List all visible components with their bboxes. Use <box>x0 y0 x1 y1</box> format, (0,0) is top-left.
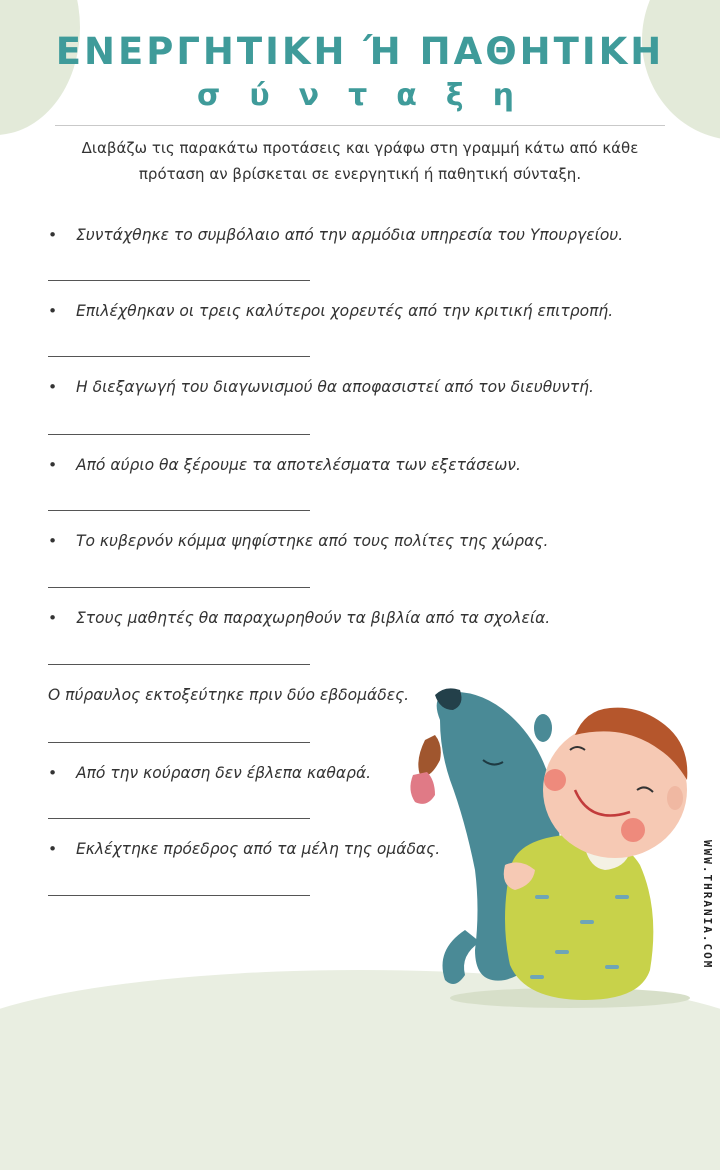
title-divider <box>55 125 665 126</box>
dog-ear <box>418 735 440 776</box>
dog-tail <box>443 930 481 984</box>
instructions-line: Διαβάζω τις παρακάτω προτάσεις και γράφω στη γραμμή κάτω από κάθε <box>81 139 639 157</box>
dog-tongue <box>410 772 435 804</box>
website-label: WWW.THRANIA.COM <box>701 840 714 970</box>
answer-line[interactable] <box>48 742 310 743</box>
exercise-sentence <box>48 532 668 550</box>
page-subtitle: σύνταξη <box>197 78 543 113</box>
dog-paw <box>534 714 552 742</box>
boy-cheek-left <box>544 769 566 791</box>
answer-line[interactable] <box>48 434 310 435</box>
sentence-text: Η διεξαγωγή του διαγωνισμού θα αποφασιστεί από τον διευθυντή. <box>76 378 594 396</box>
answer-line[interactable] <box>48 356 310 357</box>
exercise-sentence <box>48 609 668 627</box>
answer-line[interactable] <box>48 510 310 511</box>
bullet: • <box>48 378 58 396</box>
bullet: • <box>48 302 58 320</box>
sentence-text: Στους μαθητές θα παραχωρηθούν τα βιβλία από τα σχολεία. <box>76 609 551 627</box>
answer-line[interactable] <box>48 587 310 588</box>
answer-line[interactable] <box>48 818 310 819</box>
sentence-text: Συντάχθηκε το συμβόλαιο από την αρμόδια υπηρεσία του Υπουργείου. <box>76 226 624 244</box>
instructions-line: πρόταση αν βρίσκεται σε ενεργητική ή παθητική σύνταξη. <box>138 165 582 183</box>
bullet: • <box>48 840 58 858</box>
exercise-sentence <box>48 302 668 320</box>
sentence-text: Επιλέχθηκαν οι τρεις καλύτεροι χορευτές από την κριτική επιτροπή. <box>76 302 614 320</box>
sentence-text: Εκλέχτηκε πρόεδρος από τα μέλη της ομάδας. <box>76 840 441 858</box>
bullet: • <box>48 764 58 782</box>
exercise-sentence <box>48 226 668 244</box>
bullet: • <box>48 532 58 550</box>
instructions <box>60 135 660 187</box>
boy-hugging-dog-illustration <box>405 680 705 1010</box>
answer-line[interactable] <box>48 895 310 896</box>
answer-line[interactable] <box>48 280 310 281</box>
answer-line[interactable] <box>48 664 310 665</box>
bullet: • <box>48 226 58 244</box>
boy-shirt <box>505 835 653 1000</box>
boy-ear <box>667 786 683 810</box>
exercise-sentence <box>48 456 668 474</box>
boy-cheek-right <box>621 818 645 842</box>
bullet: • <box>48 609 58 627</box>
page-title: ΕΝΕΡΓΗΤΙΚΗ Ή ΠΑΘΗΤΙΚΗ <box>55 30 665 73</box>
sentence-text: Από αύριο θα ξέρουμε τα αποτελέσματα των εξετάσεων. <box>76 456 521 474</box>
bullet: • <box>48 456 58 474</box>
sentence-text: Ο πύραυλος εκτοξεύτηκε πριν δύο εβδομάδες. <box>48 686 410 704</box>
sentence-text: Από την κούραση δεν έβλεπα καθαρά. <box>76 764 372 782</box>
exercise-sentence <box>48 378 668 396</box>
sentence-text: Το κυβερνόν κόμμα ψηφίστηκε από τους πολίτες της χώρας. <box>76 532 549 550</box>
